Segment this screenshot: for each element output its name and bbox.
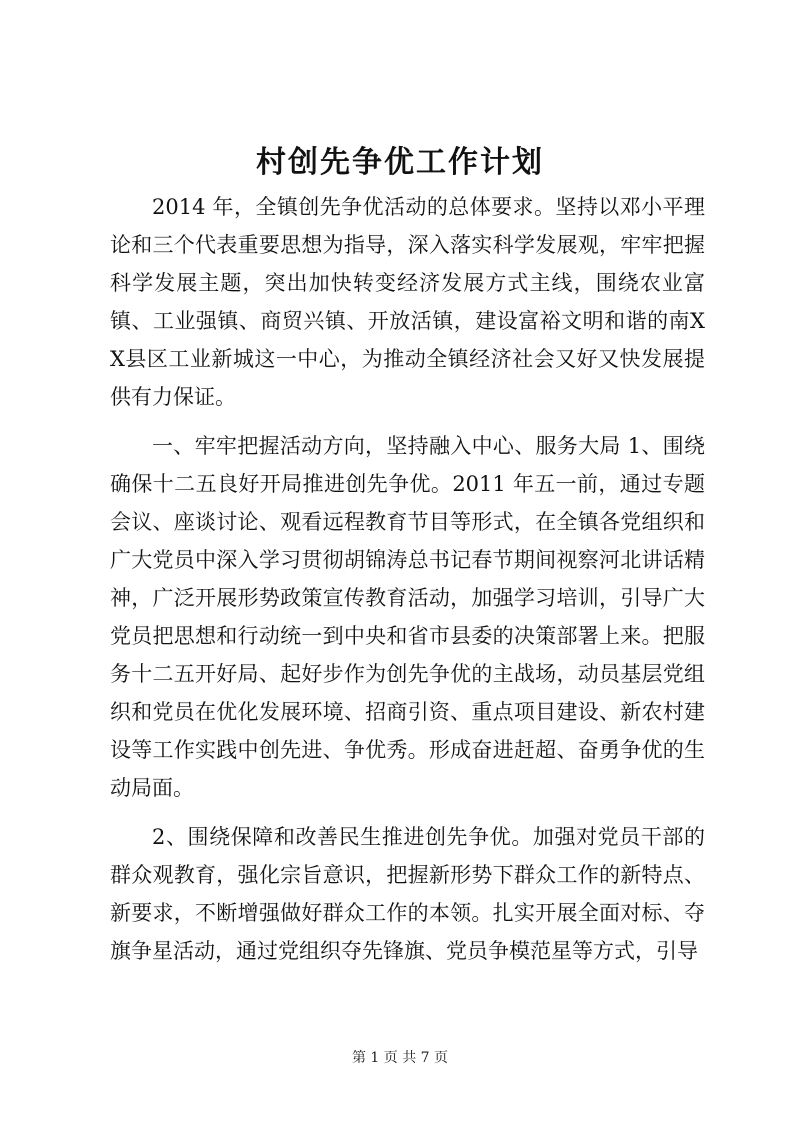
paragraph-3: 2、围绕保障和改善民生推进创先争优。加强对党员干部的群众观教育，强化宗旨意识，把握新形势下群众工作的新特点、新要求，不断增强做好群众工作的本领。扎实开展全面对标、夺旗争星活动，通过党组织夺先锋旗、党员争模范星等方式，引导 (110, 825, 705, 963)
paragraph-1: 2014 年，全镇创先争优活动的总体要求。坚持以邓小平理论和三个代表重要思想为指导，深入落实科学发展观，牢牢把握科学发展主题，突出加快转变经济发展方式主线，围绕农业富镇、工业强镇、商贸兴镇、开放活镇，建设富裕文明和谐的南XX县区工业新城这一中心，为推动全镇经济社会又好又快发展提供有力保证。 (110, 195, 705, 409)
page-footer: 第 1 页 共 7 页 (351, 1050, 449, 1066)
document-title: 村创先争优工作计划 (256, 145, 544, 180)
paragraph-2: 一、牢牢把握活动方向，坚持融入中心、服务大局 1、围绕确保十二五良好开局推进创先争优。2011 年五一前，通过专题会议、座谈讨论、观看远程教育节目等形式，在全镇各党组织和广大党员中深入学习贯彻胡锦涛总书记春节期间视察河北讲话精神，广泛开展形势政策宣传教育活动，加强学习培训，引导广大党员把思想和行动统一到中央和省市县委的决策部署上来。把服务十二五开好局、起好步作为创先争优的主战场，动员基层党组织和党员在优化发展环境、招商引资、重点项目建设、新农村建设等工作实践中创先进、争优秀。形成奋进赶超、奋勇争优的生动局面。 (110, 434, 705, 800)
document-body (110, 188, 705, 970)
